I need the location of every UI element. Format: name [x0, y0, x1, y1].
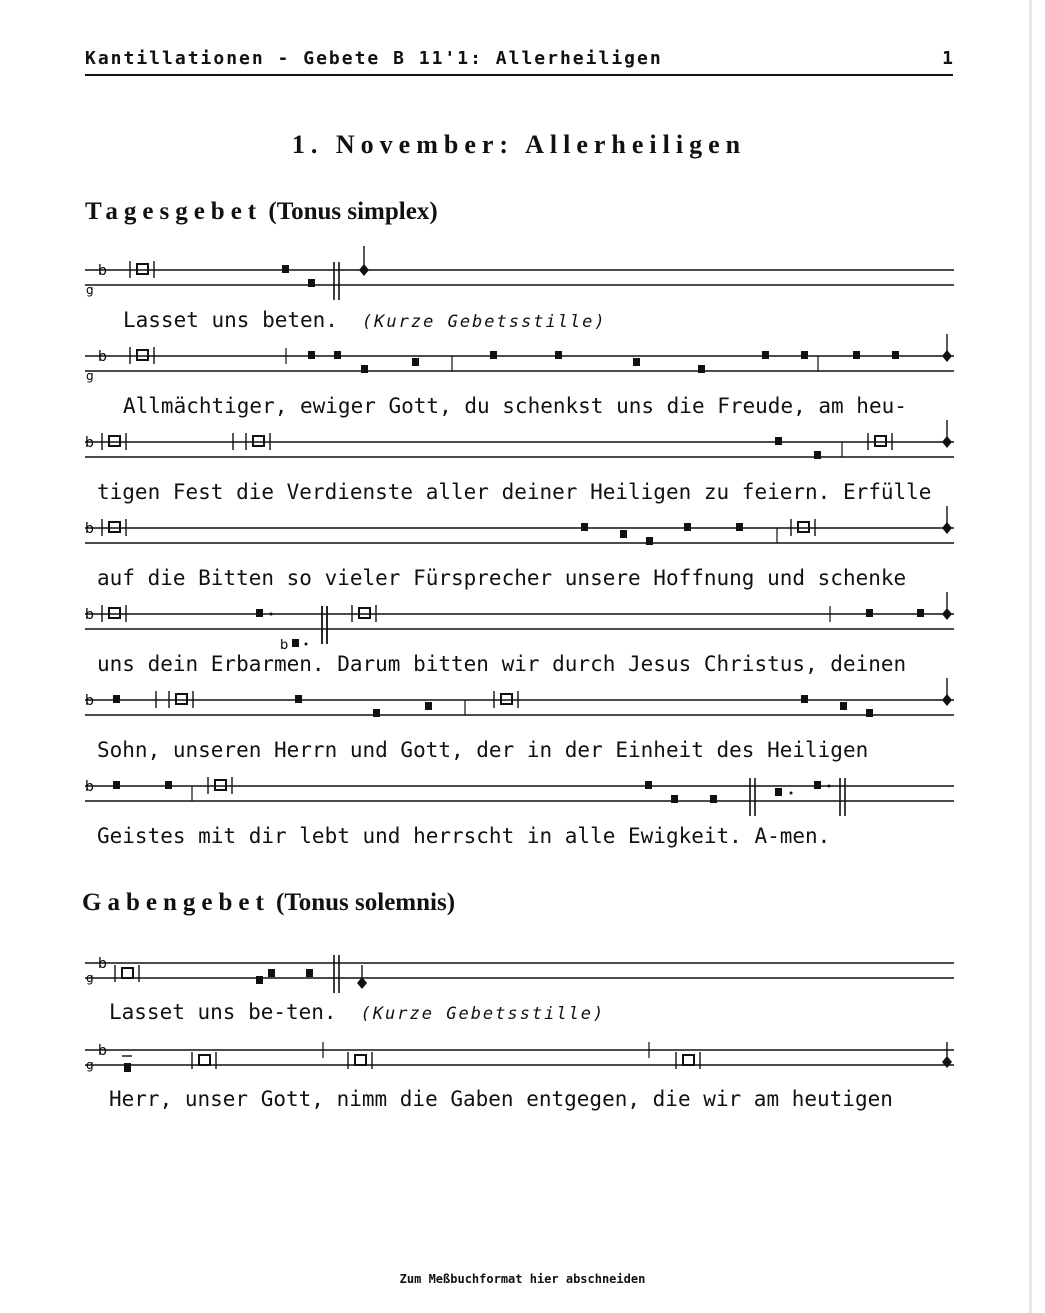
music-staff — [80, 937, 960, 993]
svg-text:b: b — [98, 349, 107, 365]
svg-text:b: b — [85, 521, 94, 537]
music-staff — [80, 244, 960, 300]
music-staff — [80, 502, 960, 558]
svg-text:g: g — [86, 1058, 94, 1072]
svg-text:b: b — [280, 638, 289, 653]
lyric-line — [123, 308, 607, 332]
lyric-line: auf die Bitten so vieler Fürsprecher unsere Hoffnung und schenke — [97, 566, 907, 590]
svg-text:b: b — [85, 693, 94, 709]
rubric-note: (Kurze Gebetsstille) — [360, 1004, 606, 1024]
section-heading-main: Tagesgebet — [85, 198, 263, 225]
music-staff — [80, 760, 960, 816]
lyric-line — [109, 1000, 605, 1024]
flat-sign: b — [98, 263, 107, 279]
lyric-line: Geistes mit dir lebt und herrscht in alle Ewigkeit. A-men. — [97, 824, 831, 848]
svg-text:b: b — [85, 607, 94, 623]
music-staff — [80, 1024, 960, 1080]
music-staff — [80, 416, 960, 472]
section-heading-tagesgebet — [85, 198, 438, 226]
section-heading-tone: (Tonus simplex) — [268, 198, 438, 225]
music-staff — [80, 588, 960, 653]
svg-text:b: b — [98, 956, 107, 972]
clef-letter: g — [86, 283, 94, 297]
music-staff — [80, 330, 960, 386]
svg-text:b: b — [98, 1043, 107, 1059]
lyric-line: Allmächtiger, ewiger Gott, du schenkst uns die Freude, am heu- — [123, 394, 907, 418]
lyric-text: Lasset uns be-ten. — [109, 1000, 337, 1024]
section-heading-tone: (Tonus solemnis) — [276, 889, 456, 916]
lyric-text: Lasset uns beten. — [123, 308, 338, 332]
cut-instruction-footer: Zum Meßbuchformat hier abschneiden — [399, 1272, 646, 1286]
section-heading-main: Gabengebet — [82, 889, 270, 916]
music-staff — [80, 674, 960, 730]
page-edge — [1029, 0, 1032, 1313]
svg-text:b: b — [85, 779, 94, 795]
page-title: 1. November: Allerheiligen — [291, 130, 747, 159]
svg-text:g: g — [86, 369, 94, 383]
lyric-line: Sohn, unseren Herrn und Gott, der in der Einheit des Heiligen — [97, 738, 869, 762]
running-header — [85, 46, 953, 76]
page-number: 1 — [942, 48, 953, 69]
rubric-note: (Kurze Gebetsstille) — [361, 312, 607, 332]
header-title: Kantillationen - Gebete B 11'1: Allerheiligen — [85, 48, 663, 69]
lyric-line: tigen Fest die Verdienste aller deiner Heiligen zu feiern. Erfülle — [97, 480, 932, 504]
lyric-line: Herr, unser Gott, nimm die Gaben entgegen, die wir am heutigen — [109, 1087, 893, 1111]
svg-text:g: g — [86, 971, 94, 985]
lyric-line: uns dein Erbarmen. Darum bitten wir durch Jesus Christus, deinen — [97, 652, 907, 676]
section-heading-gabengebet — [82, 889, 455, 917]
svg-text:b: b — [85, 435, 94, 451]
